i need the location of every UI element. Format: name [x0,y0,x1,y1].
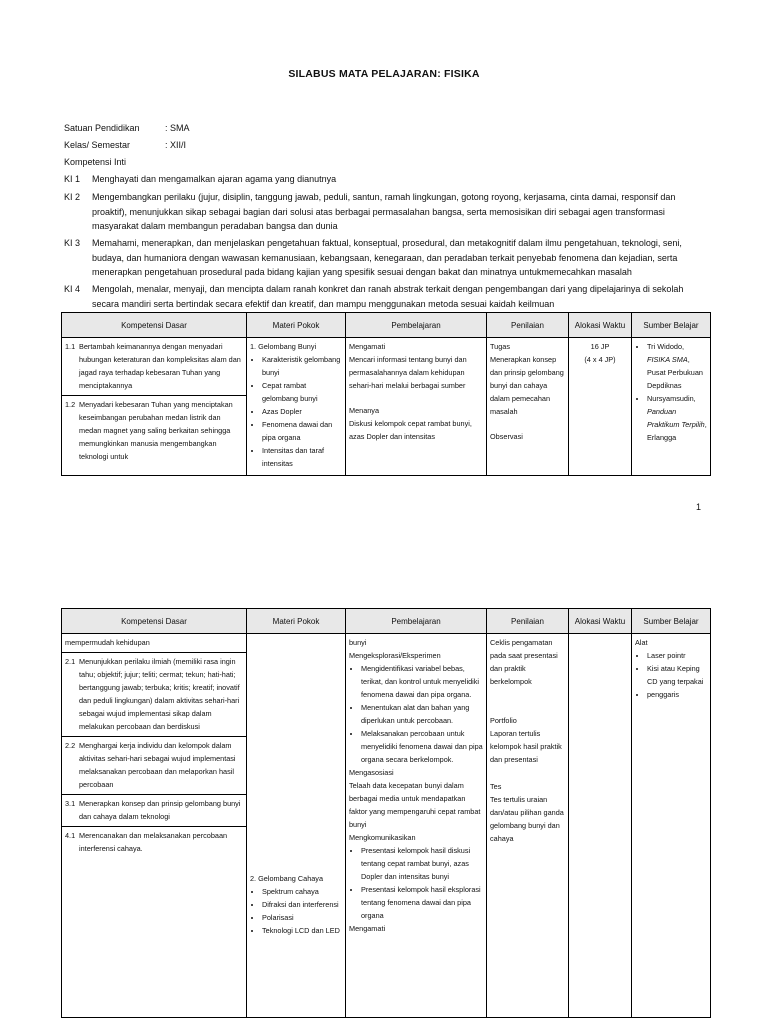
syllabus-table-2 [61,608,711,1018]
info-row-kelas [64,140,186,150]
ki-text-cont: budaya, dan humaniora dengan wawasan kemanusiaan, kebangsaan, kenegaraan, dan peradaban terkait penyebab fenomena dan kejadian, serta [92,252,678,263]
list-item: • Tri Widodo, FISIKA SMA, Pusat Perbukuan Depdiknas [647,340,707,392]
header-pembelajaran: Pembelajaran [346,313,487,338]
kd-item: 1.2 Menyadari kebesaran Tuhan yang menciptakan keseimbangan perubahan medan listrik dan medan magnet yang saling berkaitan sehingga memungkinkan manusia mengembangkan teknologi untuk [65,400,233,461]
materi-title: 2. Gelombang Cahaya [250,874,324,883]
pembelajaran-text: Diskusi kelompok cepat rambat bunyi, azas Dopler dan intensitas [349,419,472,441]
kd-item: 2.1 Menunjukkan perilaku ilmiah (memiliki rasa ingin tahu; objektif; jujur; teliti; cermat; tekun; hati-hati; bertanggung jawab; terbuka; kritis; kreatif; inovatif dan peduli lingkungan) dalam aktivitas sehari-hari sebagai wujud implementasi sikap dalam melakukan percobaan dan berdiskusi [65,657,240,731]
penilaian-text: Ceklis pengamatan pada saat presentasi dan praktik berkelompok [490,638,558,686]
kd-item: 3.1 Menerapkan konsep dan prinsip gelombang bunyi dan cahaya dalam teknologi [65,799,241,821]
header-materi-pokok: Materi Pokok [247,313,346,338]
penilaian-text: Laporan tertulis kelompok hasil praktik dan presentasi [490,729,562,764]
ki-label: KI 1 [64,174,81,184]
list-item: • Presentasi kelompok hasil diskusi tentang cepat rambat bunyi, azas Dopler dan intensitas bunyi [361,844,483,883]
list-item: • Spektrum cahaya [262,885,342,898]
table-row [62,338,711,476]
alokasi-detail: (4 x 4 JP) [584,355,616,364]
penilaian-text: Tes tertulis uraian dan/atau pilihan ganda gelombang bunyi dan cahaya [490,795,564,843]
document-title: SILABUS MATA PELAJARAN: FISIKA [288,68,480,80]
list-item: • Difraksi dan interferensi [262,898,342,911]
sumber-belajar-cell [632,634,711,1018]
ki-1 [64,172,706,187]
pembelajaran-cell [346,634,487,1018]
alokasi-waktu-cell [569,338,632,476]
table-header-row [62,609,711,634]
ki-text: Memahami, menerapkan, dan menjelaskan pengetahuan faktual, konseptual, prosedural, dan metakognitif dalam ilmu pengetahuan, teknologi, seni, [92,238,682,248]
sumber-heading: Alat [635,638,648,647]
ki-text-cont: secara mandiri serta bertindak secara efektif dan kreatif, dan mampu menggunakan metoda sesuai kaidah keilmuan [92,298,555,309]
pembelajaran-text: Mencari informasi tentang bunyi dan permasalahannya dalam kehidupan sehari-hari melalui berbagai sumber [349,355,467,390]
ki-label: KI 4 [64,284,81,294]
table-header-row [62,313,711,338]
alokasi-value: 16 JP [590,342,610,351]
list-item: • penggaris [647,688,707,701]
penilaian-heading: Observasi [490,432,523,441]
pembelajaran-heading: Mengamati [349,924,386,933]
list-item: • Presentasi kelompok hasil eksplorasi tentang fenomena dawai dan pipa organa [361,883,483,922]
header-sumber-belajar: Sumber Belajar [632,609,711,634]
penilaian-heading: Tugas [490,342,511,351]
sumber-belajar-cell [632,338,711,476]
ki-label: KI 2 [64,192,81,202]
materi-list [250,353,342,470]
list-item: • Menentukan alat dan bahan yang diperlukan untuk percobaan. [361,701,483,727]
komunikasi-list [349,844,483,922]
pembelajaran-cell [346,338,487,476]
pembelajaran-text: bunyi [349,638,367,647]
list-item: • Mengidentifikasi variabel bebas, terikat, dan kontrol untuk menyelidiki fenomena dawai dan pipa organa. [361,662,483,701]
kd-continuation: mempermudah kehidupan [65,638,150,647]
info-label: Satuan Pendidikan [64,123,140,133]
pembelajaran-heading: Mengkomunikasikan [349,833,416,842]
penilaian-heading: Portfolio [490,716,517,725]
header-pembelajaran: Pembelajaran [346,609,487,634]
list-item: • Cepat rambat gelombang bunyi [262,379,342,405]
header-materi-pokok: Materi Pokok [247,609,346,634]
ki-label: KI 3 [64,238,81,248]
list-item: • Azas Dopler [262,405,342,418]
header-penilaian: Penilaian [487,609,569,634]
info-row-satuan [64,123,190,133]
penilaian-cell [487,338,569,476]
ki-text: Mengembangkan perilaku (jujur, disiplin, tanggung jawab, peduli, santun, ramah lingkungan, gotong royong, kerjasama, cinta damai, responsif dan [92,192,676,202]
info-value: : SMA [165,123,190,133]
ki-text-cont: proaktif), menunjukkan sikap sebagai bagian dari solusi atas berbagai permasalahan bangsa, serta memosisikan diri sebagai agen transformasi [92,206,665,217]
ki-3 [64,236,706,280]
ki-2 [64,190,706,234]
ki-text: Menghayati dan mengamalkan ajaran agama yang dianutnya [92,174,337,184]
ki-text-cont: masyarakat dalam membangun peradaban bangsa dan dunia [92,221,338,231]
table-row [62,634,711,1018]
kd-item: 1.1 Bertambah keimanannya dengan menyadari hubungan keteraturan dan kompleksitas alam dan jagad raya terhadap kebesaran Tuhan yang menciptakannya [65,342,241,390]
kompetensi-dasar-cell [62,338,247,476]
ki-text: Mengolah, menalar, menyaji, dan mencipta dalam ranah konkret dan ranah abstrak terkait dengan pengembangan dari yang dipelajarinya di sekolah [92,284,684,294]
kompetensi-inti-label: Kompetensi Inti [64,157,127,167]
pembelajaran-heading: Mengasosiasi [349,768,394,777]
penilaian-heading: Tes [490,782,502,791]
list-item: • Polarisasi [262,911,342,924]
list-item: • Teknologi LCD dan LED [262,924,342,937]
materi-pokok-cell [247,338,346,476]
list-item: • Melaksanakan percobaan untuk menyelidiki fenomena dawai dan pipa organa secara berkelompok. [361,727,483,766]
pembelajaran-heading: Menanya [349,406,380,415]
header-kompetensi-dasar: Kompetensi Dasar [62,313,247,338]
pembelajaran-text: Telaah data kecepatan bunyi dalam berbagai media untuk mendapatkan faktor yang mempengaruhi cepat rambat bunyi [349,781,481,829]
kompetensi-dasar-cell [62,634,247,1018]
header-alokasi-waktu: Alokasi Waktu [569,609,632,634]
header-penilaian: Penilaian [487,313,569,338]
list-item: • Intensitas dan taraf intensitas [262,444,342,470]
info-label: Kelas/ Semestar [64,140,131,150]
info-value: : XII/I [165,140,187,150]
list-item: • Karakteristik gelombang bunyi [262,353,342,379]
materi-list [250,885,342,937]
ki-text-cont: menerapkan pengetahuan prosedural pada bidang kajian yang spesifik sesuai dengan bakat dan minatnya untukmemecahkan masalah [92,267,632,277]
materi-pokok-cell [247,634,346,1018]
header-sumber-belajar: Sumber Belajar [632,313,711,338]
kd-item: 2.2 Menghargai kerja individu dan kelompok dalam aktivitas sehari-hari sebagai wujud implementasi melaksanakan percobaan dan melaporkan hasil percobaan [65,741,236,789]
list-item: • Laser pointr [647,649,707,662]
list-item: • Kisi atau Keping CD yang terpakai [647,662,707,688]
eksplorasi-list [349,662,483,766]
pembelajaran-heading: Mengeksplorasi/Eksperimen [349,651,441,660]
pembelajaran-heading: Mengamati [349,342,386,351]
ki-4 [64,282,706,311]
list-item: • Nursyamsudin, Panduan Praktikum Terpilih, Erlangga [647,392,707,444]
list-item: • Fenomena dawai dan pipa organa [262,418,342,444]
materi-title: 1. Gelombang Bunyi [250,342,317,351]
penilaian-cell [487,634,569,1018]
syllabus-table-1 [61,312,711,476]
penilaian-text: Menerapkan konsep dan prinsip gelombang bunyi dan cahaya dalam pemecahan masalah [490,355,564,416]
header-alokasi-waktu: Alokasi Waktu [569,313,632,338]
page-number: 1 [696,502,702,512]
sumber-list [635,649,707,701]
header-kompetensi-dasar: Kompetensi Dasar [62,609,247,634]
alokasi-waktu-cell [569,634,632,1018]
kd-item: 4.1 Merencanakan dan melaksanakan percobaan interferensi cahaya. [65,831,228,853]
sumber-list [635,340,707,444]
